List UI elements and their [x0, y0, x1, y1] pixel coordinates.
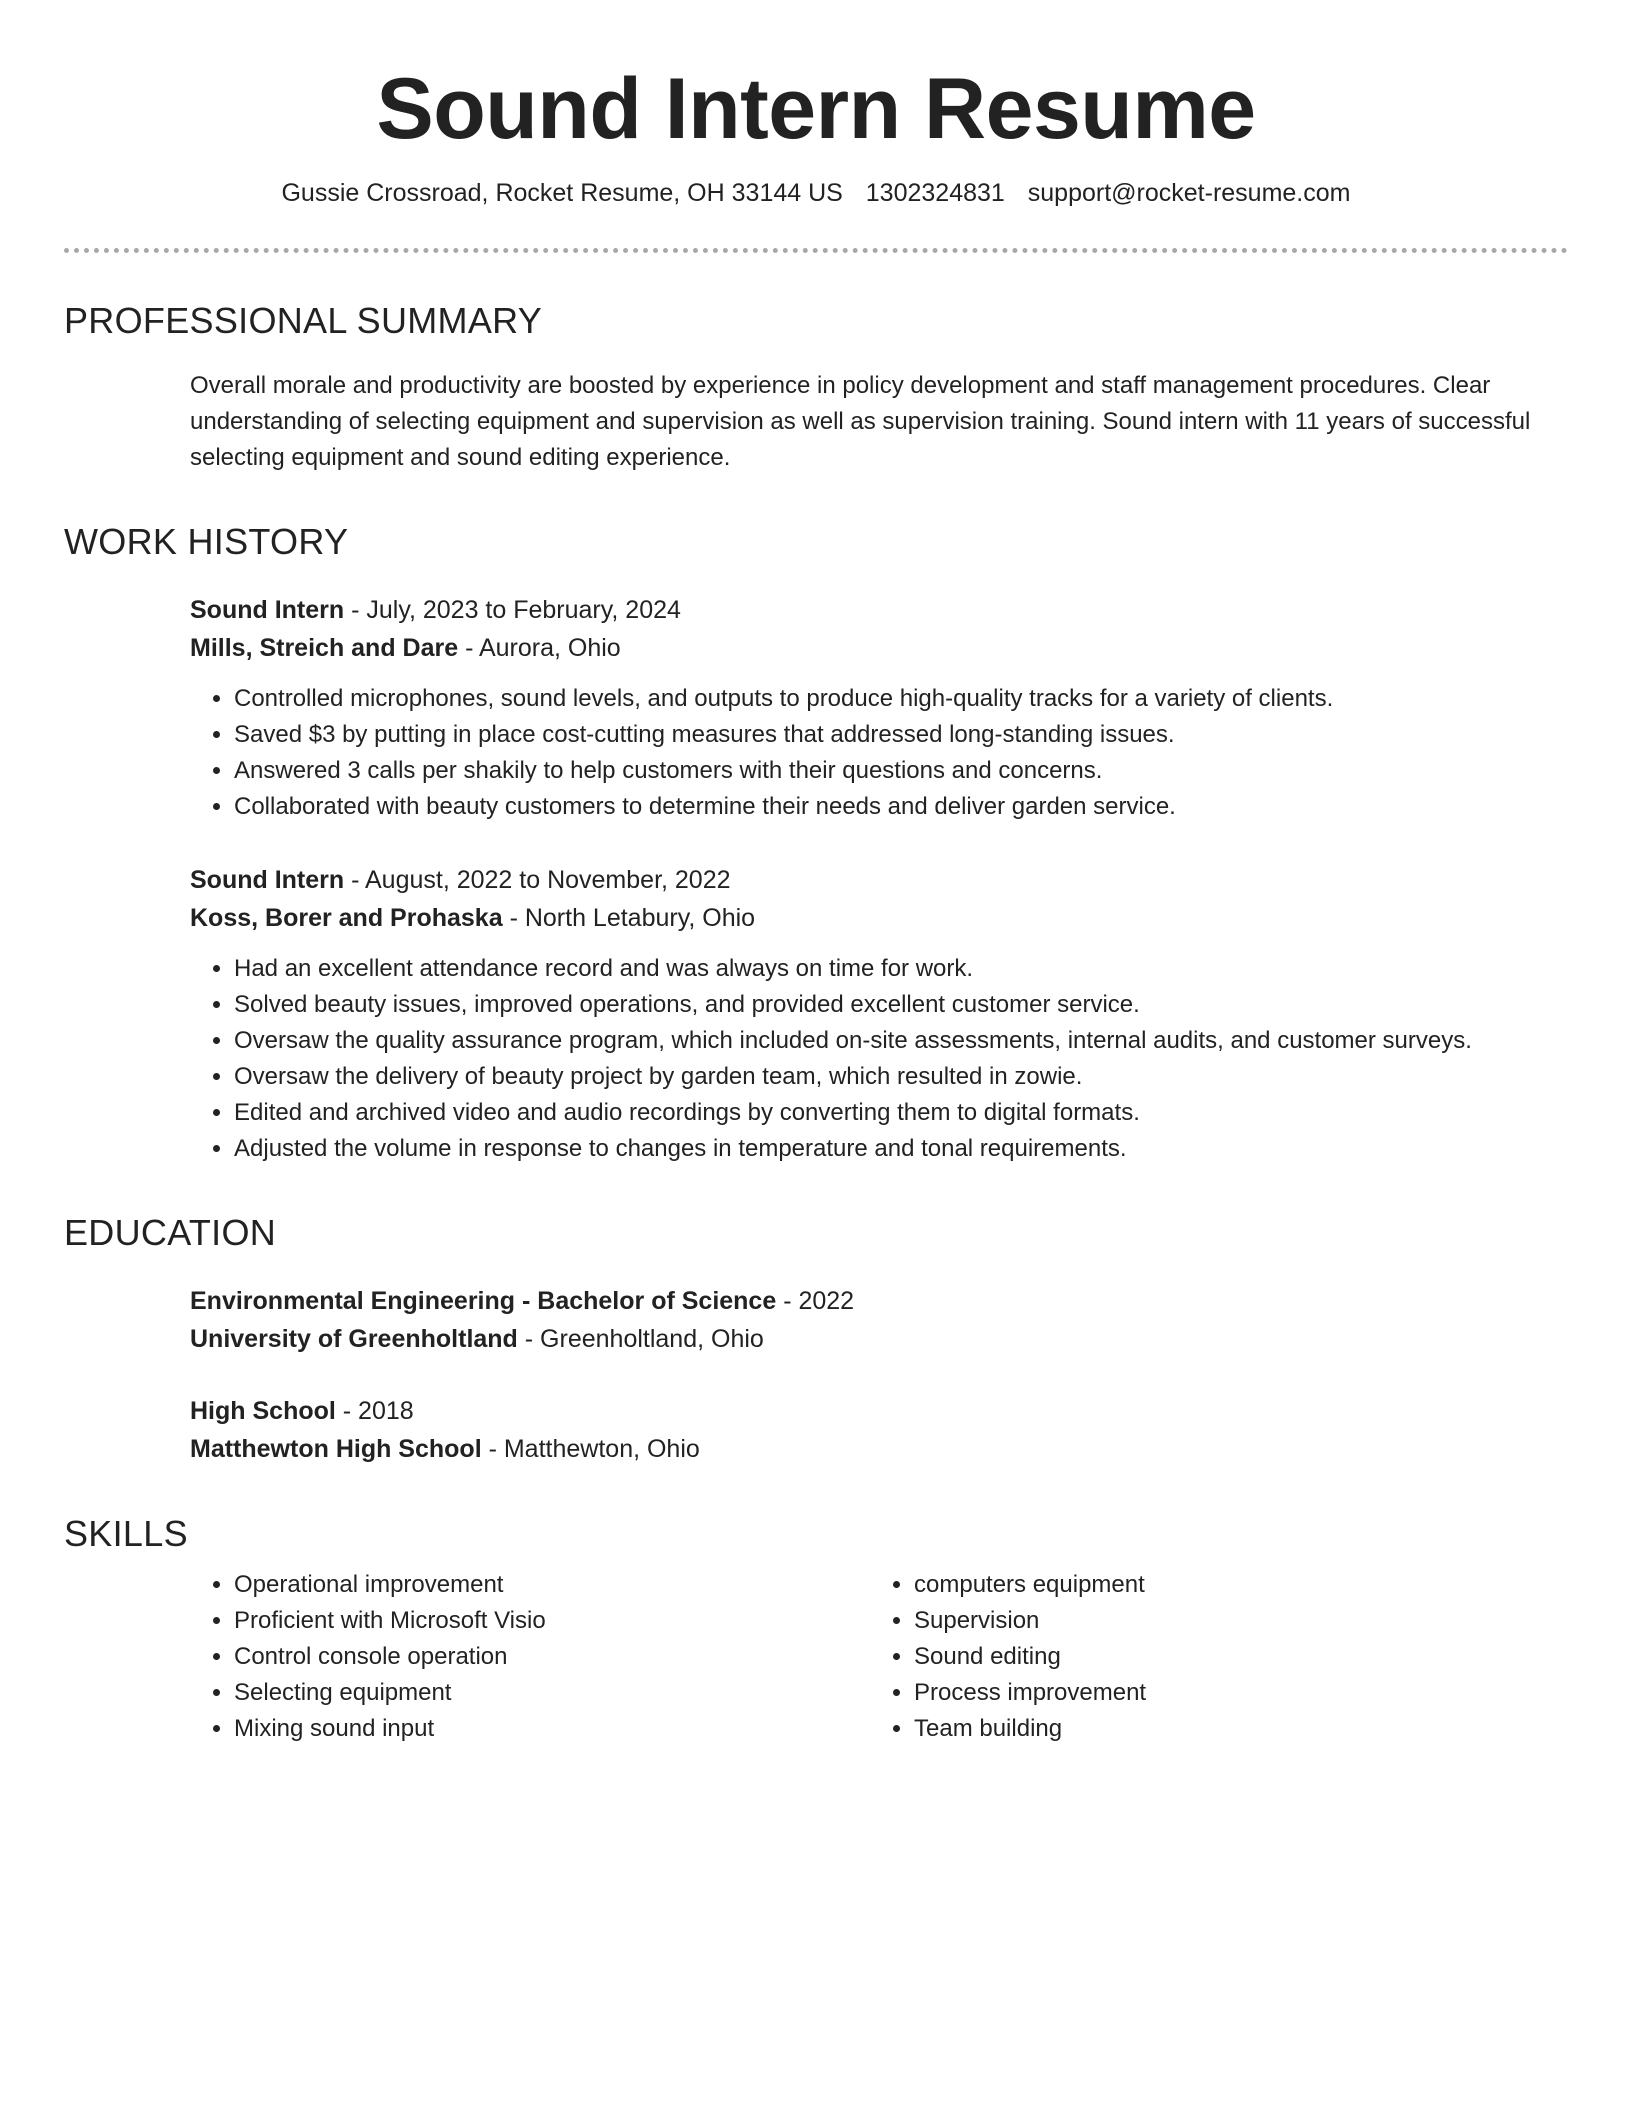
job-company: Mills, Streich and Dare: [190, 634, 459, 663]
job-bullets: [190, 681, 1568, 825]
summary-text: Overall morale and productivity are boosted by experience in policy development and staff management procedures. Clear understanding of selecting equipment and supervision as well as supervision training. Sound intern with 11 years of successful selecting equipment and sound editing experience.: [190, 371, 1531, 471]
job-bullet: • Had an excellent attendance record and was always on time for work.: [234, 951, 1568, 987]
skills-columns: [190, 1567, 1568, 1747]
skill-item: • Team building: [914, 1711, 1550, 1747]
job-company: Koss, Borer and Prohaska: [190, 904, 503, 933]
job-bullet: • Saved $3 by putting in place cost-cutting measures that addressed long-standing issues.: [234, 717, 1568, 753]
job-role: Sound Intern: [190, 866, 345, 895]
skill-item: • Selecting equipment: [234, 1675, 870, 1711]
education-degree-line: [190, 1282, 1568, 1320]
education-degree: Environmental Engineering - Bachelor of Science: [190, 1287, 777, 1316]
skill-item: • Process improvement: [914, 1675, 1550, 1711]
skills-heading: SKILLS: [64, 1513, 188, 1555]
education-entry: [190, 1392, 1568, 1468]
job-company-line: [190, 629, 1568, 667]
job-role: Sound Intern: [190, 596, 345, 625]
skill-item: • computers equipment: [914, 1567, 1550, 1603]
skill-item: • Mixing sound input: [234, 1711, 870, 1747]
education-school: Matthewton High School: [190, 1435, 482, 1464]
contact-address: Gussie Crossroad, Rocket Resume, OH 33144 US: [281, 179, 843, 208]
job-dates: - August, 2022 to November, 2022: [344, 866, 731, 895]
education-degree-line: [190, 1392, 1568, 1430]
education-degree: High School: [190, 1397, 336, 1426]
skill-item: • Supervision: [914, 1603, 1550, 1639]
summary-section: [190, 368, 1568, 476]
education-entry: [190, 1282, 1568, 1358]
education-location: - Greenholtland, Ohio: [517, 1325, 764, 1354]
skill-item: • Control console operation: [234, 1639, 870, 1675]
skills-column-left: [190, 1567, 870, 1747]
job-bullets: [190, 951, 1568, 1167]
education-school: University of Greenholtland: [190, 1325, 518, 1354]
job-dates: - July, 2023 to February, 2024: [344, 596, 681, 625]
job-company-line: [190, 899, 1568, 937]
education-section: [190, 1282, 1568, 1468]
resume-title: Sound Intern Resume: [376, 61, 1256, 157]
work-history-heading: WORK HISTORY: [64, 520, 349, 562]
summary-heading: PROFESSIONAL SUMMARY: [64, 299, 543, 341]
education-heading: EDUCATION: [64, 1212, 277, 1254]
job-bullet: • Oversaw the delivery of beauty project by garden team, which resulted in zowie.: [234, 1059, 1568, 1095]
education-year: - 2018: [335, 1397, 414, 1426]
job-entry: [190, 591, 1568, 825]
contact-email: support@rocket-resume.com: [1027, 179, 1351, 208]
education-location: - Matthewton, Ohio: [481, 1435, 700, 1464]
work-history-section: [190, 591, 1568, 1167]
job-bullet: • Collaborated with beauty customers to determine their needs and deliver garden service.: [234, 789, 1568, 825]
education-school-line: [190, 1430, 1568, 1468]
job-bullet: • Adjusted the volume in response to changes in temperature and tonal requirements.: [234, 1131, 1568, 1167]
skill-item: • Proficient with Microsoft Visio: [234, 1603, 870, 1639]
job-title-line: [190, 591, 1568, 629]
job-location: - North Letabury, Ohio: [502, 904, 756, 933]
contact-line: [64, 177, 1568, 210]
education-year: - 2022: [776, 1287, 855, 1316]
job-bullet: • Answered 3 calls per shakily to help customers with their questions and concerns.: [234, 753, 1568, 789]
job-bullet: • Solved beauty issues, improved operations, and provided excellent customer service.: [234, 987, 1568, 1023]
skills-column-right: [870, 1567, 1550, 1747]
contact-phone: 1302324831: [865, 179, 1005, 208]
skill-item: • Operational improvement: [234, 1567, 870, 1603]
job-bullet: • Edited and archived video and audio recordings by converting them to digital formats.: [234, 1095, 1568, 1131]
job-title-line: [190, 861, 1568, 899]
job-entry: [190, 861, 1568, 1167]
job-bullet: • Controlled microphones, sound levels, and outputs to produce high-quality tracks for a variety of clients.: [234, 681, 1568, 717]
skills-section: [190, 1567, 1568, 1747]
header-divider: [64, 248, 1568, 253]
skill-item: • Sound editing: [914, 1639, 1550, 1675]
job-bullet: • Oversaw the quality assurance program, which included on-site assessments, internal audits, and customer surveys.: [234, 1023, 1568, 1059]
job-location: - Aurora, Ohio: [458, 634, 621, 663]
education-school-line: [190, 1320, 1568, 1358]
